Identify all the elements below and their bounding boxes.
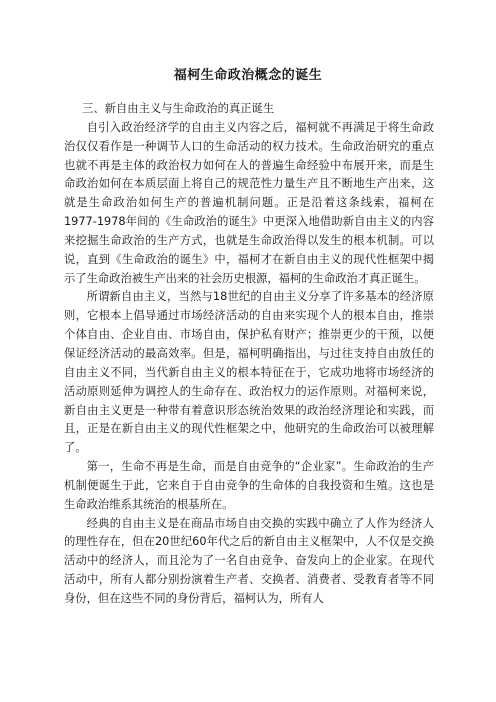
paragraph: 经典的自由主义是在商品市场自由交换的实践中确立了人作为经济人的理性存在，但在20世纪60年代之后的新自由主义框架中，人不仅是交换活动中的经济人，而且沦为了一名自由竞争、奋发向上的企业家。在现代活动中，所有人都分别扮演着生产者、交换者、消费者、受教育者等不同身份，但在这些不同的身份背后，福柯认为，所有人 — [64, 516, 434, 605]
paragraph: 第一，生命不再是生命，而是自由竞争的“企业家”。生命政治的生产机制便诞生于此，它来自于自由竞争的生命体的自我投资和生殖。这也是生命政治维系其统治的根基所在。 — [64, 460, 434, 511]
document-body — [64, 100, 434, 609]
paragraph: 自引入政治经济学的自由主义内容之后，福柯就不再满足于将生命政治仅仅看作是一种调节人口的生命活动的权力技术。生命政治研究的重点也就不再是主体的政治权力如何在人的普遍生命经验中布展开来，而是生命政治如何在本质层面上将自己的规范性力量生产且不断地生产出来，这就是生命政治如何生产的普遍机制问题。正是沿着这条线索，福柯在1977-1978年间的《生命政治的诞生》中更深入地借助新自由主义的内容来挖掘生命政治的生产方式，也就是生命政治得以发生的根本机制。可以说，直到《生命政治的诞生》中，福柯才在新自由主义的现代性框架中揭示了生命政治被生产出来的社会历史根源，福柯的生命政治才真正诞生。 — [64, 120, 434, 285]
paragraph: 所谓新自由主义，当然与18世纪的自由主义分享了许多基本的经济原则，它根本上倡导通过市场经济活动的自由来实现个人的根本自由，推崇个体自由、企业自由、市场自由，保护私有财产；推崇更少的干预，以便保证经济活动的最高效率。但是，福柯明确指出，与过往支持自由放任的自由主义不同，当代新自由主义的根本特征在于，它成功地将市场经济的活动原则延伸为调控人的生命存在、政治权力的运作原则。对福柯来说，新自由主义更是一种带有着意识形态统治效果的政治经济理论和实践，而且，正是在新自由主义的现代性框架之中，他研究的生命政治可以被理解了。 — [64, 290, 434, 455]
document-title: 福柯生命政治概念的诞生 — [173, 68, 323, 83]
section-heading: 三、新自由主义与生命政治的真正诞生 — [82, 102, 275, 115]
